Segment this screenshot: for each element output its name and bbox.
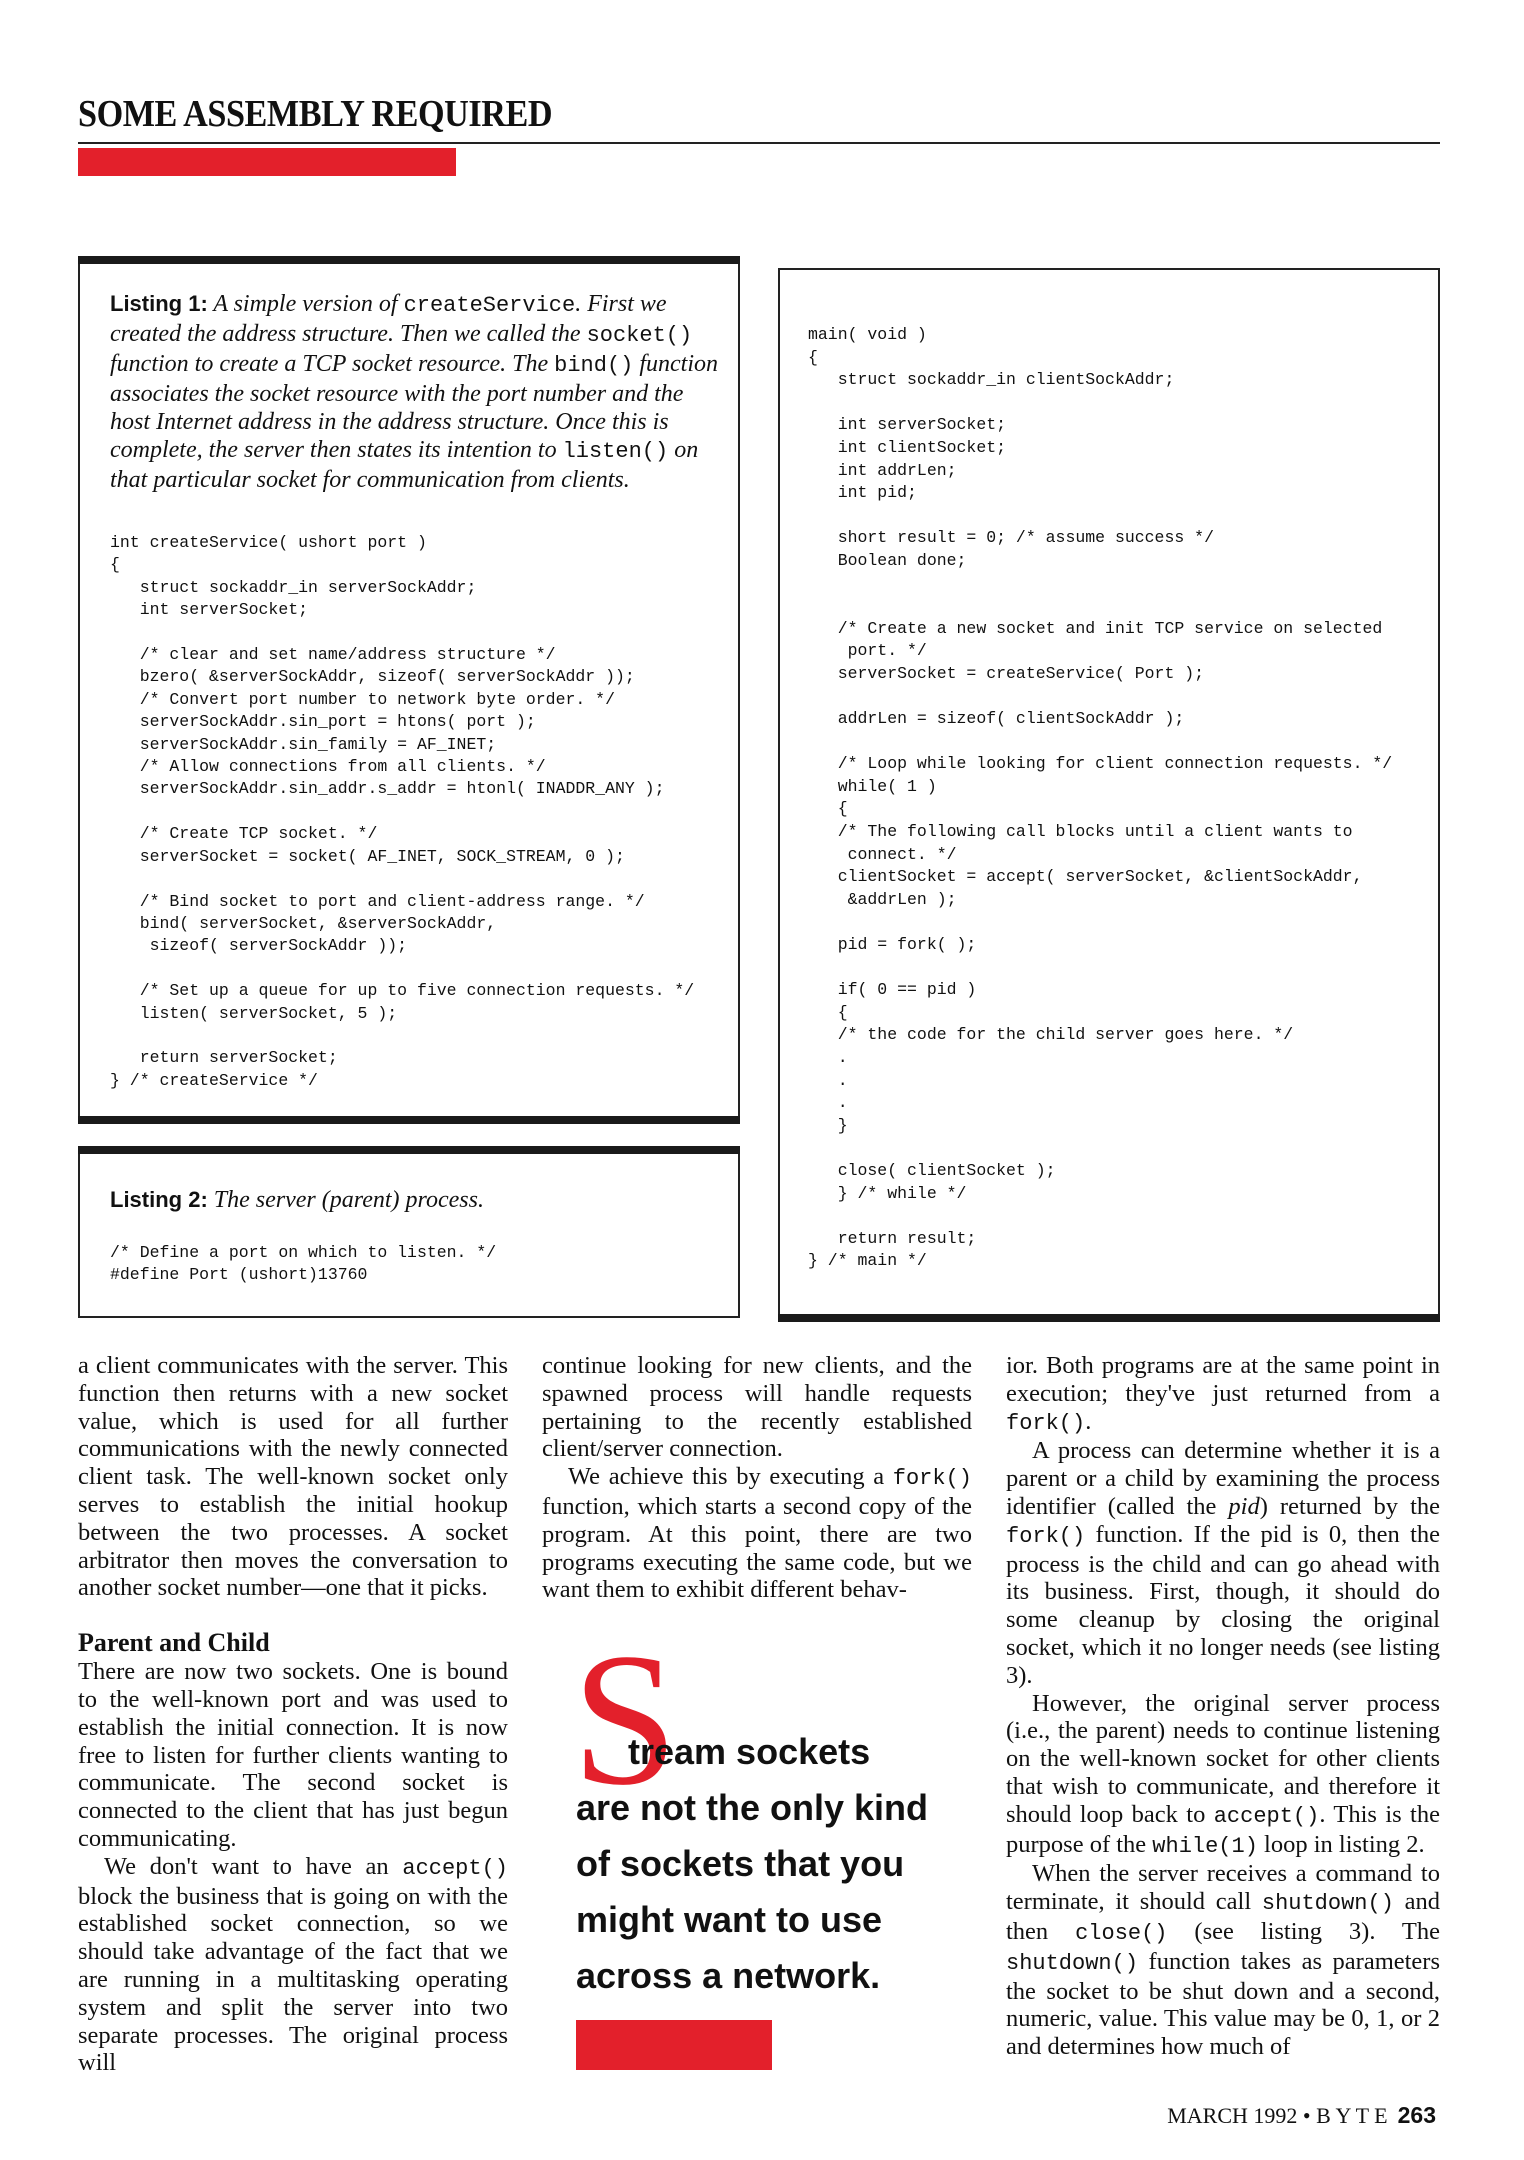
header-accent-bar — [78, 148, 456, 176]
paragraph: continue looking for new clients, and the spawned process will handle requests pertaining to the recently established client/server connection. — [542, 1352, 972, 1463]
listing-2-label: Listing 2: — [110, 1187, 208, 1212]
listing-2-caption: Listing 2: The server (parent) process. — [110, 1187, 484, 1213]
paragraph: We don't want to have an accept() block the business that is going on with the established socket connection, so we should take advantage of the fact that we are running in a multitasking operating system and split the server into two separate processes. The original process will — [78, 1852, 508, 2077]
listing-1-label: Listing 1: — [110, 291, 208, 316]
listing-1-caption: Listing 1: A simple version of createService. First we created the address structure. Then we called the socket() function to create a TCP socket resource. The bind() function associates the socket resource with the port number and the host Internet address in the address structure. Once this is complete, the server then states its intention to listen() on that particular socket for communication from clients. — [110, 291, 719, 493]
paragraph: We achieve this by executing a fork() function, which starts a second copy of the program. At this point, there are two programs executing the same code, but we want them to exhibit different behav- — [542, 1463, 972, 1604]
paragraph: However, the original server process (i.e., the parent) needs to continue listening on the well-known socket for other clients that wish to communicate, and therefore it should loop back to accept(). This is the purpose of the while(1) loop in listing 2. — [1006, 1689, 1440, 1859]
listing-2-continued-bottom-bar — [778, 1314, 1440, 1322]
pullquote-accent-bar — [576, 2020, 772, 2070]
listing-1-box — [78, 262, 740, 1118]
listing-2-continued-code: main( void ) { struct sockaddr_in clientSockAddr; int serverSocket; int clientSocket; int addrLen; int pid; short result = 0; /* assume success */ Boolean done; /* Create a new socket and init TCP service on selected port. */ serverSocket = createService( Port ); addrLen = sizeof( clientSockAddr ); /* Loop while looking for client connection requests. */ while( 1 ) { /* The following call blocks until a client wants to connect. */ clientSocket = accept( serverSocket, &clientSockAddr, &addrLen ); pid = fork( ); if( 0 == pid ) { /* the code for the child server goes here. */ . . . } close( clientSocket ); } /* while */ return result; } /* main */ — [808, 325, 1393, 1271]
listing-1-top-bar — [78, 256, 740, 264]
body-column-1 — [78, 1352, 508, 2077]
listing-2-code: /* Define a port on which to listen. */ #define Port (ushort)13760 — [110, 1243, 497, 1285]
listing-2-continued-box — [778, 268, 1440, 1316]
section-title: SOME ASSEMBLY REQUIRED — [78, 93, 553, 135]
header-rule — [78, 142, 1440, 144]
body-column-3 — [1006, 1352, 1440, 2061]
paragraph: ior. Both programs are at the same point in execution; they've just returned from a fork(). — [1006, 1352, 1440, 1436]
page-number: 263 — [1397, 2102, 1436, 2128]
body-column-2 — [542, 1352, 972, 1604]
listing-1-code: int createService( ushort port ) { struct sockaddr_in serverSockAddr; int serverSocket; /* clear and set name/address structure */ bzero( &serverSockAddr, sizeof( serverSockAddr )); /* Convert port number to network byte order. */ serverSockAddr.sin_port = htons( port ); serverSockAddr.sin_family = AF_INET; /* Allow connections from all clients. */ serverSockAddr.sin_addr.s_addr = htonl( INADDR_ANY ); /* Create TCP socket. */ serverSocket = socket( AF_INET, SOCK_STREAM, 0 ); /* Bind socket to port and client-address range. */ bind( serverSocket, &serverSockAddr, sizeof( serverSockAddr )); /* Set up a queue for up to five connection requests. */ listen( serverSocket, 5 ); return serverSocket; } /* createService */ — [110, 533, 695, 1090]
footer-date: MARCH 1992 • B Y T E — [1167, 2103, 1388, 2128]
subheading-parent-and-child: Parent and Child — [78, 1628, 270, 1658]
pullquote-line: tream sockets — [628, 1731, 871, 1772]
paragraph: When the server receives a command to terminate, it should call shutdown() and then close() (see listing 3). The shutdown() function takes as parameters the socket to be shut down and a second, numeric, value. This value may be 0, 1, or 2 and determines how much of — [1006, 1860, 1441, 2061]
listing-2-box — [78, 1152, 740, 1318]
pullquote-initial: S — [572, 1615, 678, 1825]
page-footer — [1167, 2102, 1436, 2129]
paragraph: a client communicates with the server. This function then returns with a new socket value, which is used for all further communications with the newly connected client task. The well-known socket only serves to establish the initial hookup between the two processes. A socket arbitrator then moves the conversation to another socket number—one that it picks. — [78, 1352, 508, 1602]
pullquote-line: are not the only kind — [576, 1787, 929, 1828]
paragraph: A process can determine whether it is a parent or a child by examining the process identifier (called the pid) returned by the fork() function. If the pid is 0, then the process is the child and can go ahead with its business. First, though, it should do some cleanup by closing the original socket, which it no longer needs (see listing 3). — [1006, 1437, 1440, 1689]
pullquote-line: might want to use — [576, 1899, 882, 1940]
pullquote-line: of sockets that you — [576, 1843, 905, 1884]
listing-1-bottom-bar — [78, 1116, 740, 1124]
listing-2-top-bar — [78, 1146, 740, 1154]
pullquote-line: across a network. — [576, 1955, 881, 1996]
paragraph: There are now two sockets. One is bound to the well-known port and was used to establish the initial connection. It is now free to listen for further clients wanting to communicate. The second socket is connected to the client that has just begun communicating. — [78, 1658, 508, 1852]
